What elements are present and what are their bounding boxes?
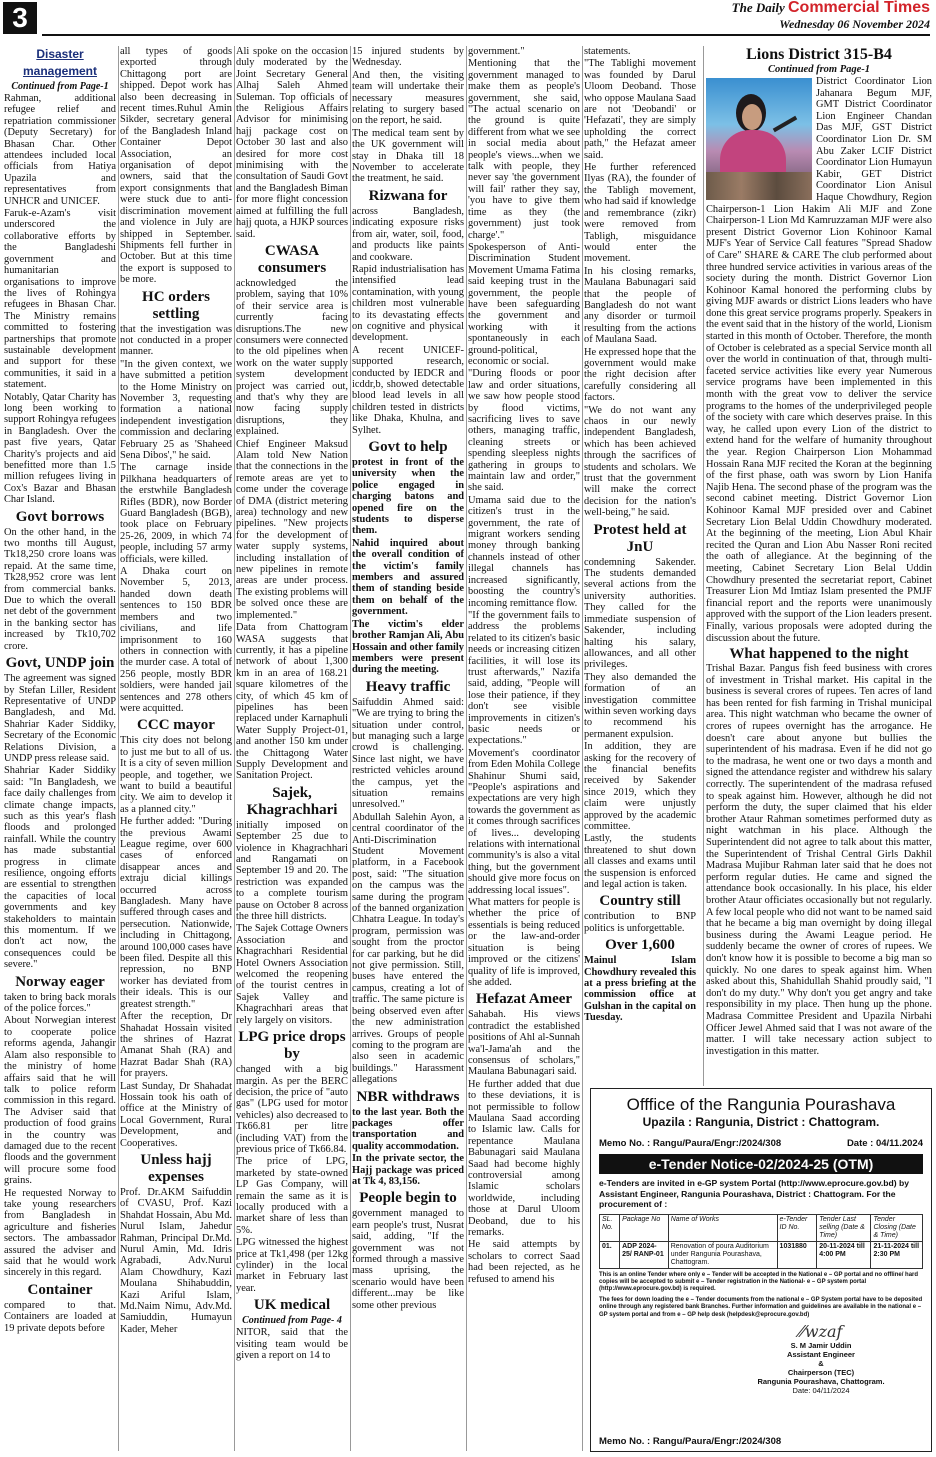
story-paragraph: Umama said due to the citizen's trust in the government, the rate of migrant workers sending money through banking channels instead of other illegal channels has increased significantly, boosting the country's incoming remittance flow. xyxy=(468,494,580,609)
masthead xyxy=(0,0,936,38)
story-headline: Norway eager xyxy=(15,973,105,990)
table-cell: ADP 2024-25/ RANP-01 xyxy=(620,1241,669,1268)
story-paragraph: 15 injured students by Wednesday. xyxy=(352,46,464,69)
story-paragraph: He further added: "During the previous Awami League regime, over 600 cases of enforced disappear ances and extraju dicial killings occurred across Bangladesh. Many have suffered through cases and persecution. Nationwide, including in Chittagong, around 100,000 cases have been filed. Despite all this repression, no BNP worker has deviated from their ideals. This is our greatest strength." xyxy=(120,816,232,1010)
story-paragraph: Sahabah. His views contradict the established positions of Ahl al-Sunnah wa'l-Jama'ah and the consensus of scholars," Maulana Babunagari said. xyxy=(468,1009,580,1078)
story-headline: Hefazat Ameer xyxy=(475,991,573,1008)
story-paragraph: Rapid industrialisation has intensified lead contamination, with young children most vulnerable to its devastating effects on cognitive and physical development. xyxy=(352,263,464,344)
story-paragraph: The medical team sent by the UK government will stay in Dhaka till 18 November to accelerate the treatment, he said. xyxy=(352,127,464,185)
story-paragraph: In addition, they are asking for the recovery of the financial benefits received by Sakender since 2019, which they claim were unjustly approved by the academic committee. xyxy=(584,741,696,832)
story-paragraph: Abdullah Salehin Ayon, a central coordinator of the Anti-Discrimination Student Movement platform, in a Facebook post, said: "The situation on the campus was the same during the program of the banned organization Chhatra League. In today's program, permission was sought from the proctor for car parking, but he did not give permission. Still, buses have entered the campus, creating a lot of traffic. The same picture is being observed even after the new administration arrives. Groups of people coming to the program are also seen in academic buildings." Harassment allegations xyxy=(352,811,464,1086)
speaker-photo xyxy=(706,78,812,200)
story-paragraph: contribution to BNP politics is unforgettable. xyxy=(584,911,696,934)
story-paragraph: Saifuddin Ahmed said: "We are trying to bring the situation under control, but managing such a large crowd is challenging. Since last night, we have restricted vehicles around the campus, yet the situation remains unresolved." xyxy=(352,696,464,811)
story-paragraph: Prof. Dr.AKM Saifuddin of CVASU, Prof. Kazi Shahdat Hossain, Abu Md. Nurul Islam, Jahedur Rahman, Principal Dr.Md. Nurul Amin, Md. Idris Agrabadi, Adv.Nurul Alam Chowdhury, Kazi Moulana Shihabuddin, Kazi Ariful Islam, Md.Naim Nimu, Adv.Md. Samiuddin, Humayun Kader, Meher xyxy=(120,1186,232,1335)
story-paragraph: "During floods or poor law and order situations, we saw how people stood by flood victims, sacrificing lives to save others, managing traffic, cleaning streets or spending sleepless nights gathering in groups to maintain law and order," she said. xyxy=(468,368,580,494)
masthead-rule xyxy=(42,34,930,36)
story-headline: HC orders settling xyxy=(142,288,210,322)
story-headline: Sajek, Khagrachhari xyxy=(246,784,338,818)
story-paragraph: NITOR, said that the visiting team would be given a report on 14 to xyxy=(236,1327,348,1362)
story-paragraph: to the last year. Both the packages offer transportation and quality accommodation. xyxy=(352,1106,464,1152)
story-headline: LPG price drops by xyxy=(238,1029,346,1063)
story-paragraph: He further added that due to these deviations, it is not permissible to follow Maulana Saad according to Islamic law. Calls for repentance Maulana Babunagari said Maulana Saad had become highly controversial among Islamic scholars worldwide, including those at Darul Uloom Deoband, due to his remarks. xyxy=(468,1078,580,1239)
story-paragraph: He expressed hope that the government would make the right decision after carefully considering all factors. xyxy=(584,346,696,404)
table-cell: 1031880 xyxy=(777,1241,817,1268)
table-cell: Renovation of poura Auditorium under Rangunia Pourashava, Chattogram. xyxy=(668,1241,777,1268)
story-paragraph: Notably, Qatar Charity has long been working to support Rohingya refugees in Bangladesh. Over the past five years, Qatar Charity's projects and aid benefitted more than 1.5 million refugees living in Cox's Bazar and Bhasan Char Island. xyxy=(4,391,116,506)
lions-district-article xyxy=(706,46,932,1086)
story-paragraph: changed with a big margin. As per the BERC decision, the price of "auto gas" (LPG used for motor vehicles) also decreased to Tk66.81 per litre (including VAT) from the previous price of Tk66.84. xyxy=(236,1064,348,1155)
story-paragraph: "We do not want any chaos in our newly independent Bangladesh, which has been achieved through the sacrifices of students and scholars. We trust that the government will make the correct decision for the nation's well-being," he said. xyxy=(584,404,696,519)
story-paragraph: government." xyxy=(468,46,525,57)
story-paragraph: Faruk-e-Azam's visit underscored the collaborative efforts by the Bangladeshi government and humanitarian organisations to improve the lives of Rohingya refugees in Bhasan Char. The Ministry remains committed to fostering partnerships that promote sustainable development and support for these communities, it said in a statement. xyxy=(4,208,116,391)
news-column xyxy=(352,46,464,1454)
story-paragraph: compared to that. Containers are loaded at 19 private depots before xyxy=(4,1299,116,1334)
story-paragraph: The agreement was signed by Stefan Liller, Resident Representative of UNDP Bangladesh, and Md. Shahriar Kader Siddiky, Secretary of the Economic Relations Division, a UNDP press release said. xyxy=(4,673,116,764)
story-paragraph: A recent UNICEF-supported research, conducted by IEDCR and icddr,b, showed detectable blood lead levels in all children tested in districts like Dhaka, Khulna, and Sylhet. xyxy=(352,344,464,436)
column-rule xyxy=(234,46,235,1451)
ad-banner: e-Tender Notice-02/2024-25 (OTM) xyxy=(599,1154,923,1174)
article-body: District Coordinator Lion Jahanara Begum MJF, GMT District Coordinator Lion Engineer Chandan Das MJF, GST District Coordinator Lion Dr. SM Abu Zaker LCIF District Coordinator Lion Humayun Kabir, GET District Coordinator Lion Anisul Haque Chowdhury, Region Chairperson-1 Lion Hakim Ali MJF and Zone Chairperson-1 Lion Md Kamruzzaman MJF were also present District Governor Lion Kohinoor Kamal MJF's Year of Service Call features "Spread Shadow of Care" SHARE & CARE The club performed about three hundred service activities in various areas of the society during the month. District Governor Lion Kohinoor Kamal honored the performing clubs by giving MJF awards or district Lions leaders who have done this great service programs properly. Speakers in the event said that in the history of the world, Lionism started in this month of October. Therefore, the month of October is celebrated as a special Service month all over the world in continuation of that, through multi-faceted service activities like every year Numerous service programs have been implemented in this month with the great vow to deliver the service programs to the homes of the underprivileged people of the society with care which deserves praise. In this way, he called upon every Lion of the district to extend hand for the welfare of humanity throughout the year. Region Chairperson Lion Mohammad Hossain Rana MJF recited the Koran at the beginning of the first phase, oath was sworn by Lion Hanifa Najib Hena. The second phase of the program was the second cabinet meeting. District Governor Lion Kohinoor Kamal MJF presided over and Cabinet Secretary Lion Belal Uddin Chowdhury moderated. At the beginning of the meeting, Lion Abul Khair recited the Quran and Lion Abu Nasser Roni recited the oath of allegiance. At the beginning of the meeting, Cabinet Secretary Lion Belal Uddin Chowdhury presented the secretariat report, Cabinet Treasurer Lion Md Imtiaz Islam presented the PMJF financial report and the reports were unanimously approved with the support of the Lion leaders present. Finally, various proposals were adopted during the discussion about the future. xyxy=(706,76,932,644)
story-paragraph: Shahriar Kader Siddiky said: "In Bangladesh, we face daily challenges from climate change impacts, such as this year's flash floods and prolonged rainfall. While the country has made substantial progress in climate resilience, ongoing efforts are essential to strengthen the capacities of local governments and key stakeholders to maintain this momentum. If we don't act now, the consequences could be severe." xyxy=(4,765,116,971)
column-rule xyxy=(118,46,119,1451)
signature-line: & xyxy=(818,1358,824,1368)
story-headline: Disaster management xyxy=(22,47,98,78)
story-paragraph: Lastly, the students threatened to shut down all classes and exams until the suspension is enforced and legal action is taken. xyxy=(584,833,696,891)
story-paragraph: statements. xyxy=(584,46,631,57)
ad-footer-memo: Memo No. : Rangu/Paura/Engr:/2024/308 xyxy=(599,1436,782,1447)
ad-memo: Memo No. : Rangu/Paura/Engr:/2024/308 xyxy=(599,1138,782,1149)
story-paragraph: "The Tablighi movement was founded by Darul Uloom Deoband. Those who oppose Maulana Saad are not 'Deobandi' or 'Hefazati', they are simply upholding the correct path," the Hefazat ameer said. xyxy=(584,58,696,161)
story-headline: UK medical xyxy=(253,1297,331,1314)
story-paragraph: They also demanded the formation of an investigation committee within seven working days to recommend his permanent expulsion. xyxy=(584,671,696,740)
table-header: SL. No. xyxy=(600,1214,620,1241)
story-paragraph: Nahid inquired about the overall condition of the victim's family members and assured them of standing beside them on behalf of the government. xyxy=(352,537,464,618)
table-row xyxy=(600,1241,923,1268)
story-headline: Heavy traffic xyxy=(365,678,451,695)
story-paragraph: The victim's elder brother Ramjan Ali, Abu Hossain and other family members were present during the meeting. xyxy=(352,618,464,676)
story-paragraph: He further referenced Ilyas (RA), the founder of the Tabligh movement, who had said if knowledge and remembrance (zikr) were removed from Tabligh, misguidance would enter the movement. xyxy=(584,162,696,265)
tender-notice-advert xyxy=(590,1088,932,1452)
story-paragraph: "In the given context, we have submitted a petition to the Home Ministry on November 3, requesting formation a national independent investigation commission and declaring February 25 as 'Shaheed Sena Dibos'," he said. xyxy=(120,358,232,461)
story-headline: NBR withdraws xyxy=(356,1088,460,1105)
story-paragraph: In his closing remarks, Maulana Babunagari said that the people of Bangladesh do not want any disorder or turmoil resulting from the actions of Maulana Saad. xyxy=(584,265,696,346)
sig-date: Date: 04/11/2024 xyxy=(792,1385,850,1395)
handwritten-signature: ⁄⁄wzaf xyxy=(799,1321,843,1341)
continued-label: Continued from Page-1 xyxy=(11,81,109,92)
story-paragraph: The Sajek Cottage Owners Association and Khagrachhari Residential Hotel Owners Association welcomed the reopening of the tourist centres in Sajek Valley and Khagrachhari areas that rely largely on visitors. xyxy=(236,923,348,1026)
signature-line: S. M Jamir Uddin xyxy=(790,1340,852,1350)
table-cell: 01. xyxy=(600,1241,620,1268)
story-headline: Unless hajj expenses xyxy=(140,1151,212,1185)
table-header: Package No xyxy=(620,1214,669,1241)
story-paragraph: LPG witnessed the highest price at Tk1,498 (per 12kg cylinder) in the local market in February last year. xyxy=(236,1237,348,1294)
story-paragraph: Chief Engineer Maksud Alam told New Nation that the connections in the remote areas are yet to come under the coverage of DMA (district metering area) technology and new pipelines. "New projects for the development of water supply systems, including installation of new pipelines in remote areas are under process. The existing problems will be solved once these are implemented." xyxy=(236,438,348,621)
table-cell: 21-11-2024 till 2:30 PM xyxy=(871,1241,923,1268)
story-paragraph: Data from Chattogram WASA suggests that currently, it has a pipeline network of about 1,300 km in an area of 168.21 square kilometres of the city, of which 45 km of pipelines has been replaced under Karnaphuli Water Supply Project-01, and another 150 km under the Chittagong Water Supply Development and Sanitation Project. xyxy=(236,622,348,782)
column-rule xyxy=(350,46,351,1451)
article-headline: What happened to the night xyxy=(729,646,909,663)
story-headline: CCC mayor xyxy=(137,717,215,734)
column-rule xyxy=(703,46,704,1086)
article-headline: Lions District 315-B4 xyxy=(746,46,892,63)
story-paragraph: The carnage inside Pilkhana headquarters of the erstwhile Bangladesh Rifles (BDR), now Border Guard Bangladesh (BGB), took place on February 25-26, 2009, in which 74 people, including 57 army officials, were killed. xyxy=(120,462,232,565)
story-paragraph: condemning Sakender. The students demanded several actions from the university authorities. They called for the immediate suspension of Sakender, including halting his salary, allowances, and all other privileges. xyxy=(584,556,696,671)
news-column xyxy=(236,46,348,1454)
story-paragraph: across Bangladesh, indicating exposure risks from air, water, soil, food, and products like paints and cookware. xyxy=(352,205,464,263)
story-headline: Country still xyxy=(599,893,681,910)
story-paragraph: The price of LPG, marketed by state-owned LP Gas Company, will remain the same as it is locally produced with a market share of less than 5%. xyxy=(236,1156,348,1236)
page-number: 3 xyxy=(3,2,37,34)
story-paragraph: Mentioning that the government managed to make them as people's government, she said, "The actual scenario on the ground is quite different from what we see in social media about people's views...when we talk with people, they never say 'the government will fail' rather they say, 'you have to give them time as they (the government) just took charge'." xyxy=(468,58,580,241)
story-paragraph: This city does not belong to just me but to all of us. It is a city of seven million people, and together, we want to build a beautiful city. We aim to develop it as a planned city." xyxy=(120,735,232,815)
story-headline: Protest held at JnU xyxy=(593,521,687,555)
story-paragraph: Rahman, additional refugee relief and repatriation commissioner (Deputy Secretary) for Bhasan Char. Other attendees included local officials from Hatiya Upazila and representatives from UNHCR and UNICEF. xyxy=(4,93,116,207)
story-headline: Over 1,600 xyxy=(605,937,675,954)
story-paragraph: protest in front of the university when the police engaged in charging batons and opened fire on the students to disperse them. xyxy=(352,457,464,537)
ad-subtitle: Upazila : Rangunia, District : Chattogram. xyxy=(642,1115,880,1129)
story-paragraph: Mainul Islam Chowdhury revealed this at a press briefing at the commission office at Gulshan in the capital on Tuesday. xyxy=(584,955,696,1024)
story-paragraph: He requested Norway to take young researchers from Bangladesh in agriculture and fisheries sectors. The ambassador assured the adviser and said that he would work sincerely in this regard. xyxy=(4,1187,116,1279)
ad-signature-block xyxy=(719,1323,923,1395)
story-headline: Govt to help xyxy=(368,439,448,455)
story-headline: Rizwana for xyxy=(368,187,448,204)
story-paragraph: all types of goods exported through Chittagong port are shipped. Depot work has also been decreasing in recent times.Ruhul Amin Sikder, secretary general of the Bangladesh Inland Container Depot Association, an organisation of depot owners, said that the export consignments that were stuck due to anti-discrimination movement and violence in July are shipped in September. Shipments fell further in October. But at this time the export is supposed to be more. xyxy=(120,46,232,286)
news-column xyxy=(468,46,580,1454)
story-paragraph: taken to bring back morals of the police forces." xyxy=(4,991,116,1015)
tender-table xyxy=(599,1214,923,1269)
column-rule xyxy=(582,46,583,1451)
story-paragraph: On the other hand, in the two months till August, Tk18,250 crore loans was repaid. At the same time, Tk28,952 crore was lent from commercial banks. Due to which the overall net debt of the government in the banking sector has increased by Tk10,702 crore. xyxy=(4,526,116,652)
story-paragraph: What matters for people is whether the price of essentials is being reduced or the law-and-order situation is being improved or the citizens' quality of life is improved, she added. xyxy=(468,897,580,988)
ad-office-title: Offfice of the Rangunia Pourashava xyxy=(626,1095,896,1114)
news-column xyxy=(4,46,116,1454)
story-paragraph: And then, the visiting team will undertake their necessary measures relating to surgery based on the report, he said. xyxy=(352,69,464,127)
story-paragraph: About Norwegian interest to cooperate police reforms agenda, Jahangir Alam also responsible to the ministry of home affairs said that he will talk to police reform commission in this regard. The Adviser said that production of food grains in the country was damaged due to the recent floods and the government will procure some food grains. xyxy=(4,1015,116,1187)
signature-line: Chairperson (TEC) xyxy=(787,1367,855,1377)
table-cell: 20-11-2024 till 4:00 PM xyxy=(817,1241,871,1268)
table-header: e-Tender ID No. xyxy=(777,1214,817,1241)
news-column xyxy=(120,46,232,1454)
story-headline: Container xyxy=(27,1281,93,1298)
story-paragraph: government managed to earn people's trust, Nusrat said, adding, "If the government was not formed through a massive mass uprising, the scenario would have been different...may be like some other previous xyxy=(352,1208,464,1311)
paper-prefix: The Daily xyxy=(731,0,785,15)
continued-label: Continued from Page- 4 xyxy=(242,1315,342,1327)
story-paragraph: After the reception, Dr Shahadat Hossain visited the shrines of Hazrat Amanat Shah (RA) and Hazrat Badar Shah (RA) for prayers. xyxy=(120,1011,232,1080)
story-paragraph: "If the government fails to address the problems related to its citizen's basic needs or increasing citizen facilities, it will lose its trust afterwards," Nazifa said, adding, "People will lose their patience, if they don't see visible improvements in citizen's basic needs or expectations." xyxy=(468,609,580,747)
table-header: Name of Works xyxy=(668,1214,777,1241)
story-paragraph: A Dhaka court on November 5, 2013, handed down death sentences to 150 BDR members and two civilians, and life imprisonment to 160 others in connection with the murder case. A total of 256 people, mostly BDR soldiers, were handed jail sentences and 278 others were acquitted. xyxy=(120,566,232,714)
article-body: Trishal Bazar. Pangus fish feed business with crores of investment in Trishal market. His capital in the business is several crores of rupees. Ten acres of land has been rented for fish farming in Trishal municipal area. This night watchman who became the owner of crores of rupees overnight has the arrogance. He doesn't care about anyone but bullies the superintendent of his madrasa. Even if he did not go to the madrasa, he went one or two days a month and signed the attendance register and withdrew his salary correctly. The superintendent of the madrasa refused to speak against him. However, although he did not perform the duty, the super claimed that his elder brother Ataur Rahman sometimes performed duty as night watchman in his place. Although the Superintendent did not agree to talk about this matter, the Superintendent of Trishal Central Girls Dakhil Madrasa Mujibur Rahman later said that he does not perform regular duties. He came and signed the attendance book occasionally. In his place, his elder brother Ataur officiates occasionally but not regularly. A few local people who did not want to be named said that he became a big man overnight by doing illegal business during the Awami League period. He suddenly became the owner of crores of rupees. We don't know how it is possible to become a big man so quickly. No one dares to speak against him. When asked about this, Shahidullah Shahid proudly said, "I don't do my duty." Why don't you get angry and take responsibility in my place. Then hung up the phone. Madrasa Committee President and Upazila Nirbahi Officer Jewel Ahmed said that I was not aware of the matter. I will take necessary action subject to investigation in this matter. xyxy=(706,663,932,1057)
story-headline: Govt, UNDP join xyxy=(5,655,115,672)
continued-label: Continued from Page-1 xyxy=(767,64,871,75)
story-headline: CWASA consumers xyxy=(257,242,327,276)
ad-note: The fees for down loading the e – Tender documents from the national e – GP System portal have to be deposited online through any registered bank Branches. Further information and guidelines are available in the national e – GP system portal and from e – GP help desk (helpdesk@eprocure.gov.bd) xyxy=(599,1296,923,1318)
table-header: Tender Last selling (Date & Time) xyxy=(817,1214,871,1241)
story-paragraph: He said attempts by scholars to correct Saad had been rejected, as he refused to amend his xyxy=(468,1239,580,1285)
signature-line: Assistant Engineer xyxy=(787,1349,855,1359)
story-paragraph: that the investigation was not conducted in a proper manner. xyxy=(120,323,232,358)
story-headline: Govt borrows xyxy=(15,508,105,525)
issue-date: Wednesday 06 November 2024 xyxy=(779,17,930,31)
story-paragraph: acknowledged the problem, saying that 10% of their service area is currently facing disruptions.The new consumers were connected to the old pipelines when work on the water supply system development project was carried out, and that's why they are now facing supply disruptions, they explained. xyxy=(236,277,348,438)
ad-date: Date : 04/11.2024 xyxy=(846,1138,923,1149)
column-rule xyxy=(466,46,467,1451)
table-header: Tender Closing (Date & Time) xyxy=(871,1214,923,1241)
story-paragraph: Spokesperson of Anti-Discrimination Student Movement Umama Fatima said keeping trust in the government, the people have been safeguarding the government and working with it spontaneously in each ground-political, economic or social. xyxy=(468,241,580,367)
ad-intro: e-Tenders are invited in e-GP system Portal (http://www.eprocure.gov.bd) by Assistant Engineer, Rangunia Pourashava, District : Chattogram. For the procurement of : xyxy=(599,1178,910,1209)
paper-brand: Commercial Times xyxy=(788,0,930,16)
story-paragraph: initially imposed on September 25 due to violence in Khagrachhari and Rangamati on September 19 and 20. The restriction was expanded to a complete tourism pause on October 8 across the three hill districts. xyxy=(236,819,348,923)
ad-note: This is an online Tender where only e – Tender will be accepted in the National e – GP portal and no offline/ hard copies will be accepted to submit e – Tender registration in the National- e – GP system portal (http://www.eprocure.gov.bd) is required. xyxy=(599,1271,919,1293)
story-paragraph: Ali spoke on the occasion duly moderated by the Joint Secretary General Alhaj Saleh Ahmed Suleman. Top officials of the Religious Affairs Advisor for minimising hajj package cost on October 30 last and also desired for more cost minimising with the consultation of Saudi Govt and the Bangladesh Biman for more flight concession aimed at fulfilling the full hajj quota, a HJKP sources said. xyxy=(236,46,348,240)
story-paragraph: Movement's coordinator from Eden Mohila College Shahinur Shumi said, "People's aspirations and expectations are very high towards the government as it comes through sacrifices of lives... developing relations with international community's is also a vital thing, but the government should give more focus on addressing local issues". xyxy=(468,747,580,896)
story-paragraph: Last Sunday, Dr Shahadat Hossain took his oath of office at the Ministry of Local Government, Rural Development, and Cooperatives. xyxy=(120,1080,232,1149)
paper-nameplate xyxy=(732,0,930,32)
story-headline: People begin to xyxy=(359,1190,457,1207)
story-paragraph: In the private sector, the Hajj package was priced at Tk 4, 83,156. xyxy=(352,1153,464,1187)
signature-line: Rangunia Pourashava, Chattogram. xyxy=(757,1376,885,1386)
